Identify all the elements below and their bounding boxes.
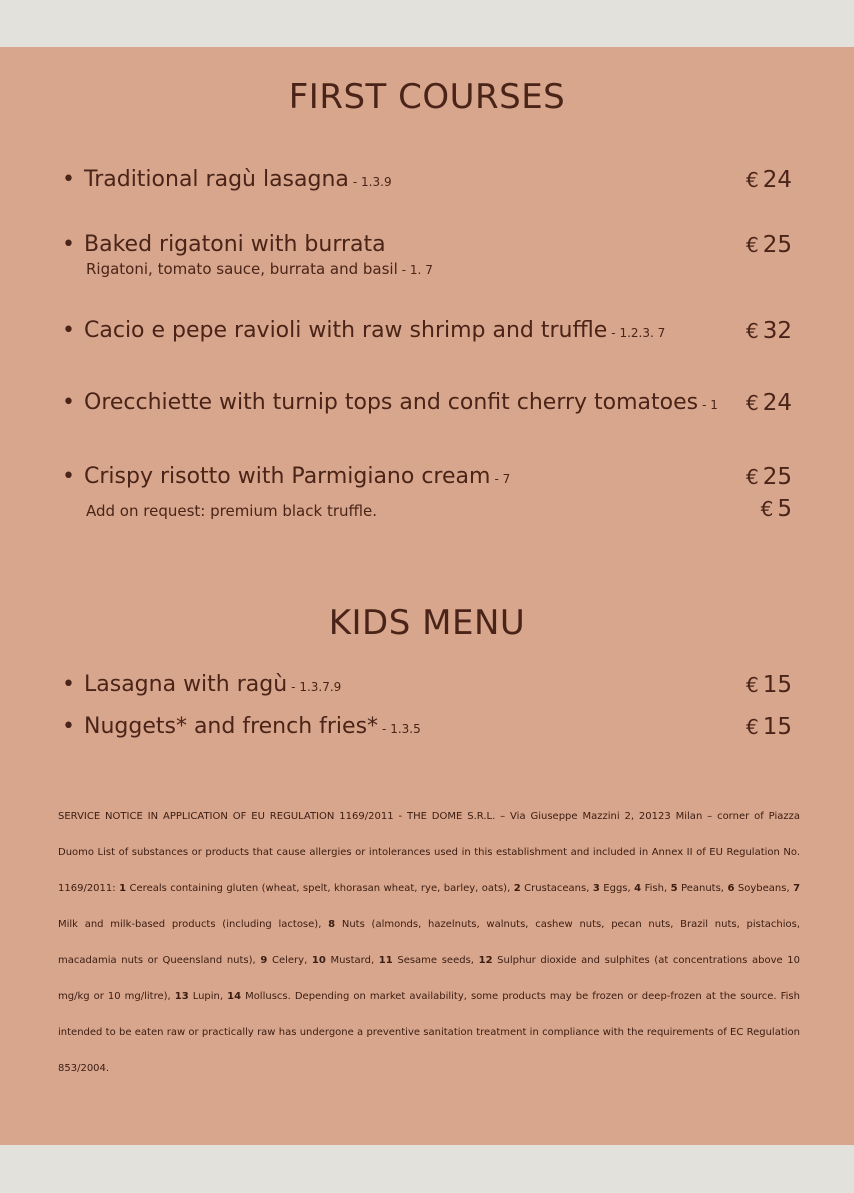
allergen-number: 8 xyxy=(328,919,336,930)
allergen-number: 1 xyxy=(119,883,127,894)
item-allergens: - 1.3.7.9 xyxy=(291,680,342,694)
price-value: 15 xyxy=(762,672,792,698)
item-price xyxy=(746,165,792,195)
bullet: • xyxy=(62,464,75,489)
currency-symbol: € xyxy=(745,168,759,192)
allergen-number: 11 xyxy=(378,955,393,966)
bullet: • xyxy=(62,714,75,739)
allergen-number: 2 xyxy=(513,883,521,894)
allergen-text: Mustard, xyxy=(330,955,375,966)
item-price xyxy=(746,462,792,492)
allergen-number: 13 xyxy=(174,991,189,1002)
item-allergens: - 1.2.3. 7 xyxy=(611,326,666,340)
currency-symbol: € xyxy=(745,715,759,739)
allergen-number: 5 xyxy=(670,883,678,894)
item-price xyxy=(746,388,792,418)
allergen-text: Sesame seeds, xyxy=(397,955,474,966)
currency-symbol: € xyxy=(745,319,759,343)
item-name: Baked rigatoni with burrata xyxy=(84,232,386,257)
bullet: • xyxy=(62,167,75,192)
menu-item xyxy=(62,316,792,346)
allergen-number: 6 xyxy=(727,883,735,894)
currency-symbol: € xyxy=(745,465,759,489)
item-name: Traditional ragù lasagna xyxy=(84,167,349,192)
price-value: 32 xyxy=(762,318,792,344)
menu-page xyxy=(0,47,854,1145)
currency-symbol: € xyxy=(760,497,774,521)
allergen-number: 12 xyxy=(478,955,493,966)
price-value: 24 xyxy=(762,167,792,193)
allergen-number: 3 xyxy=(592,883,600,894)
item-allergens: - 7 xyxy=(494,472,511,486)
addon-price xyxy=(761,496,792,522)
allergen-notice xyxy=(58,799,800,1087)
allergen-text: Crustaceans, xyxy=(524,883,590,894)
allergen-text: Molluscs. xyxy=(245,991,291,1002)
item-name: Crispy risotto with Parmigiano cream xyxy=(84,464,491,489)
allergen-number: 4 xyxy=(634,883,642,894)
item-name: Cacio e pepe ravioli with raw shrimp and truffle xyxy=(84,318,608,343)
item-allergens: - 1 xyxy=(702,398,718,412)
bullet: • xyxy=(62,318,75,343)
item-allergens: - 1.3.5 xyxy=(382,722,421,736)
item-price xyxy=(746,316,792,346)
allergen-number: 14 xyxy=(227,991,242,1002)
menu-item xyxy=(62,388,792,418)
item-description: Rigatoni, tomato sauce, burrata and basil xyxy=(86,260,398,278)
price-value: 25 xyxy=(762,464,792,490)
item-allergens: - 1.3.9 xyxy=(352,175,392,189)
item-price xyxy=(746,230,792,260)
allergen-number: 9 xyxy=(260,955,268,966)
item-name: Lasagna with ragù xyxy=(84,672,288,697)
item-name: Orecchiette with turnip tops and confit cherry tomatoes xyxy=(84,390,699,415)
notice-outro: Depending on market availability, some products may be frozen or deep-frozen at the source. Fish intended to be eaten raw or practically raw has undergone a preventive sanitation treatment in compliance with the requirements of EC Regulation 853/2004. xyxy=(58,991,800,1074)
allergen-text: Peanuts, xyxy=(681,883,724,894)
item-price xyxy=(746,712,792,742)
currency-symbol: € xyxy=(745,391,759,415)
first-courses-title: FIRST COURSES xyxy=(288,77,566,117)
currency-symbol: € xyxy=(745,673,759,697)
menu-item xyxy=(62,462,792,522)
allergen-number: 10 xyxy=(311,955,326,966)
allergen-text: Sulphur dioxide and sulphites (at concentrations above 10 mg/kg or 10 mg/litre), xyxy=(58,955,801,1002)
price-value: 24 xyxy=(762,390,792,416)
item-price xyxy=(746,670,792,700)
item-description-line xyxy=(86,260,433,278)
item-name: Nuggets* and french fries* xyxy=(84,714,379,739)
menu-item xyxy=(62,712,792,742)
bullet: • xyxy=(62,390,75,415)
allergen-text: Nuts (almonds, hazelnuts, walnuts, cashew nuts, pecan nuts, Brazil nuts, pistachios, macadamia nuts or Queensland nuts), xyxy=(58,919,800,966)
item-allergens: - 1. 7 xyxy=(401,263,433,277)
bullet: • xyxy=(62,232,75,257)
notice-intro: SERVICE NOTICE IN APPLICATION OF EU REGULATION 1169/2011 - THE DOME S.R.L. – Via Giuseppe Mazzini 2, 20123 Milan – corner of Piazza Duomo List of substances or products that cause allergies or intolerances used in this establishment and included in Annex II of EU Regulation No. 1169/2011: xyxy=(58,811,800,894)
price-value: 5 xyxy=(777,496,792,522)
allergen-text: Cereals containing gluten (wheat, spelt, khorasan wheat, rye, barley, oats), xyxy=(129,883,511,894)
allergen-text: Milk and milk-based products (including lactose), xyxy=(58,919,322,930)
allergen-number: 7 xyxy=(793,883,801,894)
allergen-text: Soybeans, xyxy=(737,883,790,894)
currency-symbol: € xyxy=(745,233,759,257)
menu-item xyxy=(62,670,792,700)
allergen-text: Celery, xyxy=(271,955,308,966)
bullet: • xyxy=(62,672,75,697)
price-value: 15 xyxy=(762,714,792,740)
allergen-text: Fish, xyxy=(644,883,668,894)
item-addon: Add on request: premium black truffle. xyxy=(86,502,377,520)
kids-menu-title: KIDS MENU xyxy=(328,603,526,643)
allergen-text: Eggs, xyxy=(603,883,631,894)
menu-item xyxy=(62,165,792,195)
allergen-text: Lupin, xyxy=(192,991,224,1002)
menu-item xyxy=(62,230,792,278)
price-value: 25 xyxy=(762,232,792,258)
